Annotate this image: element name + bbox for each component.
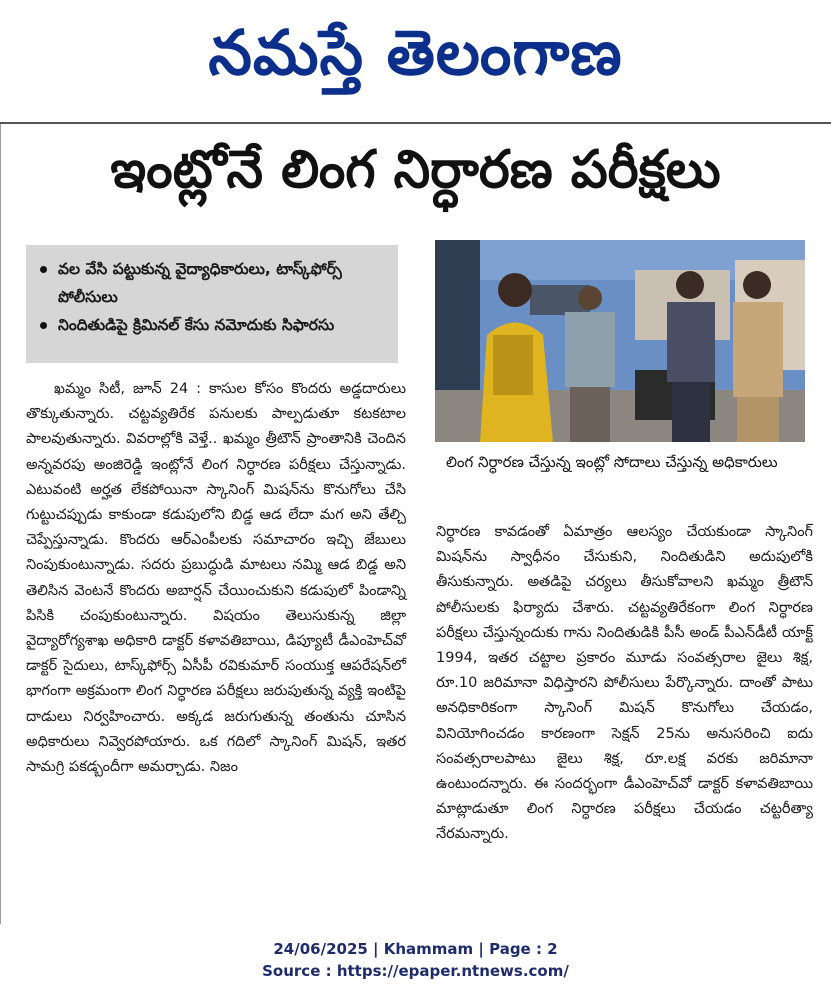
article-headline: ఇంట్లోనే లింగ నిర్ధారణ పరీక్షలు: [110, 139, 721, 200]
page-footer: [0, 938, 831, 982]
source-link[interactable]: Source : https://epaper.ntnews.com/: [262, 962, 569, 980]
masthead: [0, 0, 831, 120]
article-paragraph: నిర్ధారణ కావడంతో ఏమాత్రం ఆలస్యం చేయకుండా స్కానింగ్ మిషన్‌ను స్వాధీనం చేసుకుని, నిందితుడిని అదుపులోకి తీసుకున్నారు. అతడిపై చర్యలు తీసుకోవాలని ఖమ్మం త్రీటౌన్ పోలీసులకు ఫిర్యాదు చేశారు. చట్టవ్యతిరేకంగా లింగ నిర్ధారణ పరీక్షలు చేస్తున్నందుకు గాను నిందితుడికి పీసీ అండ్ పీఎన్‌డీటీ యాక్ట్ 1994, ఇతర చట్టాల ప్రకారం మూడు సంవత్సరాల జైలు శిక్ష, రూ.10 జరిమానా విధిస్తారని పోలీసులు పేర్కొన్నారు. దాంతో పాటు అనధికారికంగా స్కానింగ్ మిషన్ కొనుగోలు చేయడం, వినియోగించడం కారణంగా సెక్షన్ 25ను అనుసరించి ఐదు సంవత్సరాలపాటు జైలు శిక్ష, రూ.లక్ష వరకు జరిమానా ఉంటుందన్నారు. ఈ సందర్భంగా డీఎంహెచ్‌వో డాక్టర్ కళావతిబాయి మాట్లాడుతూ లింగ నిర్ధారణ పరీక్షలు చేయడం చట్టరీత్యా నేరమన్నారు.: [436, 524, 813, 843]
article-body-right-column: [436, 520, 813, 848]
highlight-item: వల వేసి పట్టుకున్న వైద్యాధికారులు, టాస్క్‌ఫోర్స్ పోలీసులు: [38, 255, 388, 311]
highlights-box: [26, 245, 398, 363]
photo-caption: లింగ నిర్ధారణ చేస్తున్న ఇంట్లో సోదాలు చేస్తున్న అధికారులు: [446, 453, 778, 471]
edition-info: 24/06/2025 | Khammam | Page : 2: [273, 940, 558, 958]
news-photo: [435, 240, 805, 442]
article-body-left-column: [26, 377, 406, 780]
highlight-item: నిందితుడిపై క్రిమినల్ కేసు నమోదుకు సిఫారసు: [38, 311, 388, 339]
newspaper-logo: నమస్తే తెలంగాణ: [208, 16, 623, 89]
page-left-border: [0, 124, 1, 924]
article-paragraph: ఖమ్మం సిటీ, జూన్ 24 : కాసుల కోసం కొందరు అడ్డదారులు తొక్కుతున్నారు. చట్టవ్యతిరేక పనులకు పాల్పడుతూ కటకటాల పాలవుతున్నారు. వివరాల్లోకి వెళ్తే.. ఖమ్మం త్రీటౌన్ ప్రాంతానికి చెందిన అన్నవరపు అంజిరెడ్డి ఇంట్లోనే లింగ నిర్ధారణ పరీక్షలు చేస్తున్నాడు. ఎటువంటి అర్హత లేకపోయినా స్కానింగ్ మిషన్‌ను కొనుగోలు చేసి గుట్టుచప్పుడు కాకుండా కడుపులోని బిడ్డ ఆడ లేదా మగ అని తేల్చి చెప్పేస్తున్నాడు. కొందరు ఆర్‌ఎంపీలకు సమాచారం ఇచ్చి జేబులు నింపుకుంటున్నాడు. సదరు ప్రబుద్ధుడి మాటలు నమ్మి ఆడ బిడ్డ అని తెలిసిన వెంటనే కొందరు అబార్షన్ చేయించుకుని కడుపులో పిండాన్ని పిసికి చంపుకుంటున్నారు. విషయం తెలుసుకున్న జిల్లా వైద్యారోగ్యశాఖ అధికారి డాక్టర్ కళావతిబాయి, డిప్యూటీ డీఎంహెచ్‌వో డాక్టర్ సైదులు, టాస్క్‌ఫోర్స్ ఏసీపీ రవికుమార్ సంయుక్త ఆపరేషన్‌లో భాగంగా అక్రమంగా లింగ నిర్ధారణ పరీక్షలు జరుపుతున్న వ్యక్తి ఇంటిపై దాడులు నిర్వహించారు. అక్కడ జరుగుతున్న తంతును చూసిన అధికారులు నివ్వెరపోయారు. ఒక గదిలో స్కానింగ్ మిషన్, ఇతర సామగ్రి పకడ్బందీగా అమర్చాడు. నిజం: [26, 381, 406, 776]
header-divider: [0, 122, 831, 124]
